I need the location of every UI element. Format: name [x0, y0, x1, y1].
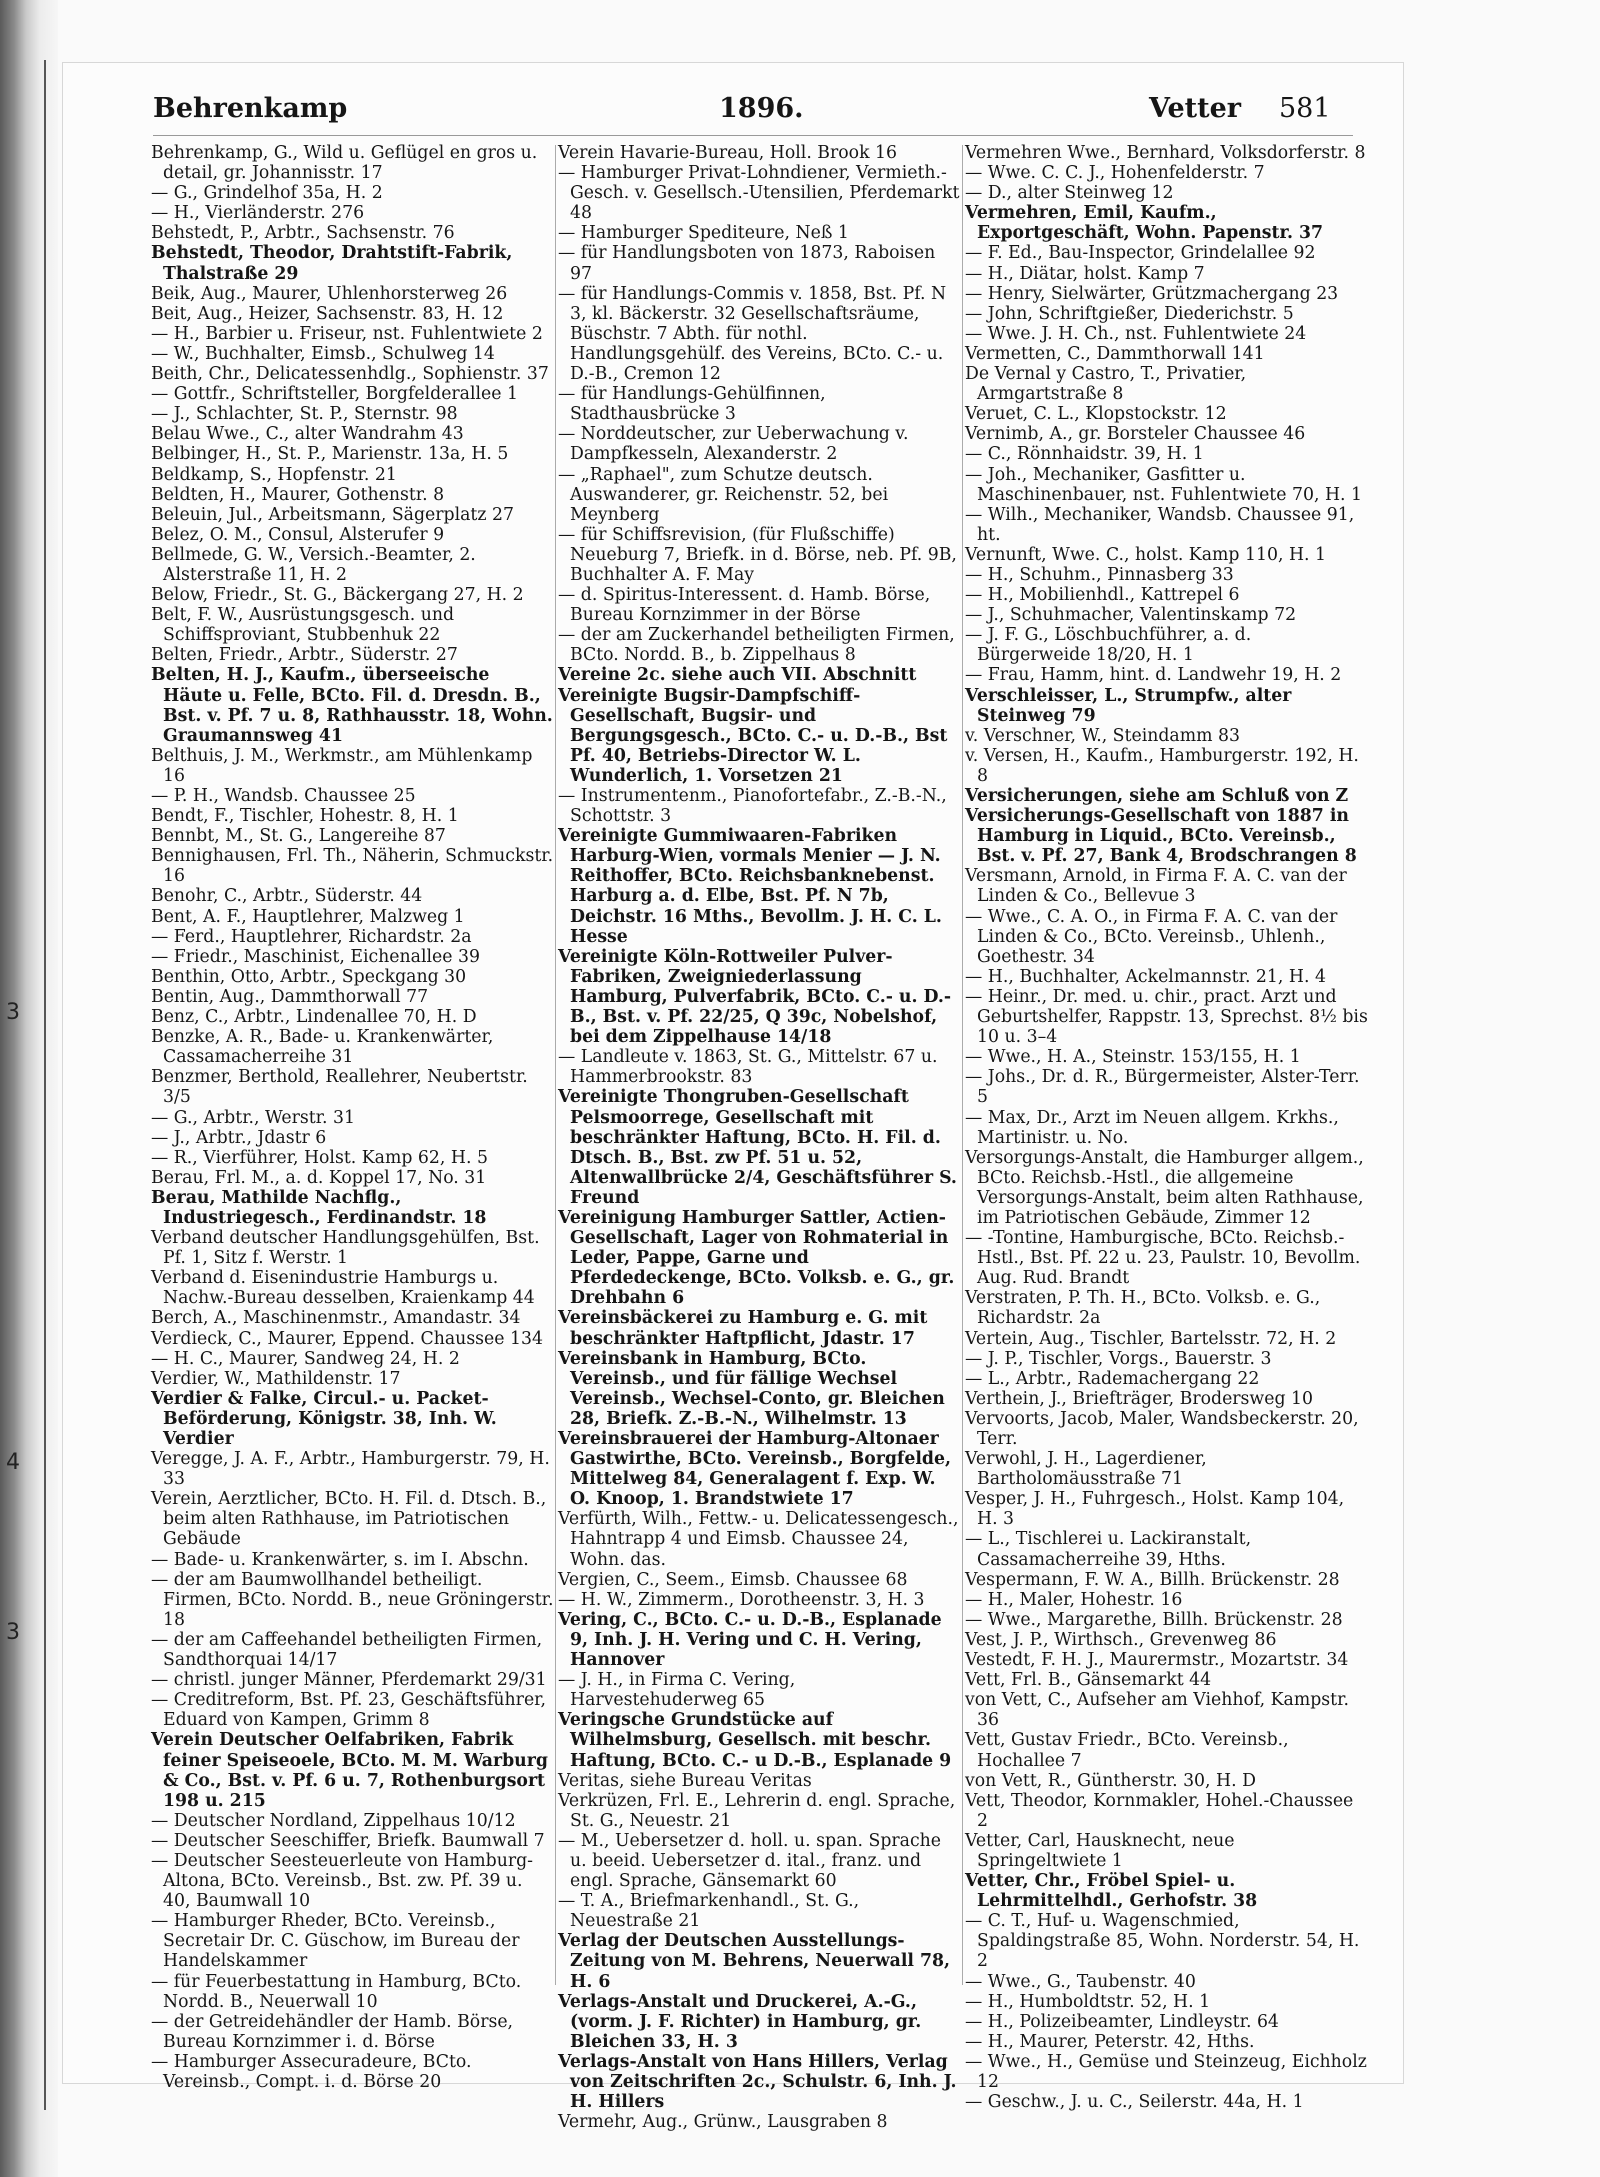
directory-entry: Behrenkamp, G., Wild u. Geflügel en gros u. detail, gr. Johannisstr. 17	[151, 143, 538, 184]
column-2	[558, 143, 961, 2133]
directory-entry: Belau Wwe., C., alter Wandrahm 43	[151, 424, 464, 445]
directory-entry: Verband d. Eisenindustrie Hamburgs u. Nachw.-Bureau desselben, Kraienkamp 44	[151, 1268, 535, 1309]
directory-entry: — für Schiffsrevision, (für Flußschiffe) Neueburg 7, Briefk. in d. Börse, neb. Pf. 9B, Buchhalter A. F. May	[558, 524, 957, 585]
directory-entry: Veritas, siehe Bureau Veritas	[558, 1770, 812, 1791]
directory-entry: — J. F. G., Löschbuchführer, a. d. Bürgerweide 18/20, H. 1	[965, 625, 1252, 666]
directory-entry: Vereinsbrauerei der Hamburg-Altonaer Gastwirthe, BCto. Vereinsb., Borgfelde, Mittelweg 84, Generalagent f. Exp. W. O. Knoop, 1. Brandstwiete 17	[558, 1429, 952, 1510]
directory-entry: Vereinigte Bugsir-Dampfschiff-Gesellschaft, Bugsir- und Bergungsgesch., BCto. C.- u. D.-B., Bst Pf. 40, Betriebs-Director W. L. Wunderlich, 1. Vorsetzen 21	[558, 685, 948, 786]
directory-entry: — Wwe., Margarethe, Billh. Brückenstr. 28	[965, 1609, 1343, 1630]
directory-entry: — H., Maler, Hohestr. 16	[965, 1589, 1183, 1610]
directory-entry: Vering, C., BCto. C.- u. D.-B., Esplanade 9, Inh. J. H. Vering und C. H. Vering, Hannover	[558, 1609, 942, 1671]
directory-entry: — der am Zuckerhandel betheiligten Firmen, BCto. Nordd. B., b. Zippelhaus 8	[558, 625, 955, 666]
directory-entry: — H., Diätar, holst. Kamp 7	[965, 263, 1205, 284]
directory-entry: — Deutscher Nordland, Zippelhaus 10/12	[151, 1810, 516, 1831]
directory-entry: Verkrüzen, Frl. E., Lehrerin d. engl. Sprache, St. G., Neuestr. 21	[558, 1790, 956, 1831]
directory-page	[62, 62, 1404, 2133]
directory-entry: — Friedr., Maschinist, Eichenallee 39	[151, 946, 480, 967]
year: 1896.	[719, 93, 804, 124]
directory-entry: — P. H., Wandsb. Chaussee 25	[151, 786, 416, 806]
directory-entry: — Hamburger Rheder, BCto. Vereinsb., Secretair Dr. C. Güschow, im Bureau der Handelskammer	[151, 1911, 520, 1972]
directory-entry: — Johs., Dr. d. R., Bürgermeister, Alster-Terr. 5	[965, 1067, 1360, 1108]
directory-entry: — für Handlungs-Commis v. 1858, Bst. Pf. N 3, kl. Bäckerstr. 32 Gesellschaftsräume, Büschstr. 7 Abth. für nothl. Handlungsgehülf. des Vereins, BCto. C.- u. D.-B., Cremon 12	[558, 283, 947, 385]
directory-entry: — Instrumentenm., Pianofortefabr., Z.-B.-N., Schottstr. 3	[558, 786, 947, 827]
directory-entry: Verschleisser, L., Strumpfw., alter Steinweg 79	[965, 685, 1292, 726]
directory-entry: — Wwe., H. A., Steinstr. 153/155, H. 1	[965, 1047, 1301, 1068]
directory-entry: De Vernal y Castro, T., Privatier, Armgartstraße 8	[965, 364, 1247, 405]
directory-entry: Verlags-Anstalt von Hans Hillers, Verlag von Zeitschriften 2c., Schulstr. 6, Inh. J. H. Hillers	[558, 2051, 957, 2113]
directory-entry: Bellmede, G. W., Versich.-Beamter, 2. Alsterstraße 11, H. 2	[151, 544, 476, 585]
directory-entry: Vett, Frl. B., Gänsemarkt 44	[965, 1670, 1212, 1691]
directory-entry: — Frau, Hamm, hint. d. Landwehr 19, H. 2	[965, 665, 1342, 686]
directory-entry: — H. W., Zimmerm., Dorotheenstr. 3, H. 3	[558, 1589, 925, 1610]
directory-entry: Belt, F. W., Ausrüstungsgesch. und Schiffsproviant, Stubbenhuk 22	[151, 605, 455, 646]
page-header	[139, 93, 1349, 133]
directory-entry: — Hamburger Spediteure, Neß 1	[558, 223, 849, 244]
directory-entry: Vermehren Wwe., Bernhard, Volksdorferstr. 8	[965, 143, 1366, 163]
margin-mark: 3	[6, 1000, 20, 1025]
directory-entry: — Wwe., H., Gemüse und Steinzeug, Eichholz 12	[965, 2051, 1367, 2092]
directory-entry: Verein, Aerztlicher, BCto. H. Fil. d. Dtsch. B., beim alten Rathhause, im Patriotischen Gebäude	[151, 1489, 547, 1550]
directory-entry: Vergien, C., Seem., Eimsb. Chaussee 68	[558, 1569, 908, 1590]
directory-entry: Vereinigte Köln-Rottweiler Pulver-Fabriken, Zweigniederlassung Hamburg, Pulverfabrik, BCto. C.- u. D.-B., Bst. v. Pf. 22/25, Q 39c, Nobelshof, bei dem Zippelhause 14/18	[558, 946, 952, 1048]
directory-entry: — H., Barbier u. Friseur, nst. Fuhlentwiete 2	[151, 323, 543, 344]
directory-entry: — H., Humboldtstr. 52, H. 1	[965, 1991, 1211, 2012]
directory-entry: — G., Grindelhof 35a, H. 2	[151, 183, 383, 204]
directory-entry: Verdieck, C., Maurer, Eppend. Chaussee 134	[151, 1328, 543, 1349]
directory-entry: — M., Uebersetzer d. holl. u. span. Sprache u. beeid. Uebersetzer d. ital., franz. und engl. Sprache, Gänsemarkt 60	[558, 1830, 942, 1892]
directory-entry: — Creditreform, Bst. Pf. 23, Geschäftsführer, Eduard von Kampen, Grimm 8	[151, 1690, 547, 1731]
directory-entry: Benthin, Otto, Arbtr., Speckgang 30	[151, 966, 467, 987]
directory-entry: Bennighausen, Frl. Th., Näherin, Schmuckstr. 16	[151, 846, 554, 887]
directory-entry: — C., Rönnhaidstr. 39, H. 1	[965, 444, 1204, 465]
directory-entry: — Norddeutscher, zur Ueberwachung v. Dampfkesseln, Alexanderstr. 2	[558, 424, 909, 465]
directory-entry: — H., Polizeibeamter, Lindleystr. 64	[965, 2011, 1279, 2032]
directory-entry: — Henry, Sielwärter, Grützmachergang 23	[965, 283, 1339, 304]
directory-entry: Verwohl, J. H., Lagerdiener, Bartholomäusstraße 71	[965, 1449, 1207, 1490]
directory-entry: Vetter, Carl, Hausknecht, neue Springeltwiete 1	[965, 1830, 1235, 1871]
directory-entry: Beleuin, Jul., Arbeitsmann, Sägerplatz 27	[151, 504, 514, 525]
directory-entry: Vertein, Aug., Tischler, Bartelsstr. 72, H. 2	[965, 1328, 1337, 1349]
directory-entry: — J., Schuhmacher, Valentinskamp 72	[965, 605, 1297, 626]
directory-entry: Below, Friedr., St. G., Bäckergang 27, H. 2	[151, 585, 524, 606]
directory-entry: Verein Havarie-Bureau, Holl. Brook 16	[558, 143, 898, 163]
directory-entry: — „Raphael", zum Schutze deutsch. Auswanderer, gr. Reichenstr. 52, bei Meynberg	[558, 464, 889, 525]
directory-entry: — Joh., Mechaniker, Gasfitter u. Maschinenbauer, nst. Fuhlentwiete 70, H. 1	[965, 464, 1363, 505]
directory-entry: — H., Buchhalter, Ackelmannstr. 21, H. 4	[965, 966, 1326, 987]
directory-entry: — H., Vierländerstr. 276	[151, 203, 365, 224]
directory-entry: — R., Vierführer, Holst. Kamp 62, H. 5	[151, 1147, 488, 1168]
margin-marks	[0, 0, 40, 2177]
directory-entry: — L., Arbtr., Rademachergang 22	[965, 1368, 1260, 1389]
directory-entry: Belten, H. J., Kaufm., überseeische Häute u. Felle, BCto. Fil. d. Dresdn. B., Bst. v. Pf. 7 u. 8, Rathhausstr. 18, Wohn. Graumannsweg 41	[151, 665, 553, 746]
directory-entry: — für Handlungsboten von 1873, Raboisen 97	[558, 243, 936, 284]
directory-entry: Verband deutscher Handlungsgehülfen, Bst. Pf. 1, Sitz f. Werstr. 1	[151, 1228, 540, 1269]
header-rule	[153, 135, 1353, 136]
directory-entry: Beith, Chr., Delicatessenhdlg., Sophienstr. 37	[151, 364, 549, 385]
directory-entry: — Deutscher Seesteuerleute von Hamburg-Altona, BCto. Vereinsb., Bst. zw. Pf. 39 u. 40, Baumwall 10	[151, 1850, 533, 1912]
directory-entry: — W., Buchhalter, Eimsb., Schulweg 14	[151, 343, 495, 364]
directory-entry: von Vett, R., Güntherstr. 30, H. D	[965, 1770, 1256, 1791]
directory-entry: — H. C., Maurer, Sandweg 24, H. 2	[151, 1348, 460, 1369]
directory-entry: — H., Mobilienhdl., Kattrepel 6	[965, 585, 1240, 606]
left-catchword: Behrenkamp	[153, 93, 348, 124]
directory-entry: Beldkamp, S., Hopfenstr. 21	[151, 464, 397, 485]
directory-entry: Berau, Mathilde Nachflg., Industriegesch., Ferdinandstr. 18	[151, 1187, 487, 1228]
directory-entry: Vervoorts, Jacob, Maler, Wandsbeckerstr. 20, Terr.	[965, 1408, 1359, 1449]
directory-entry: Verein Deutscher Oelfabriken, Fabrik feiner Speiseoele, BCto. M. M. Warburg & Co., Bst. v. Pf. 6 u. 7, Rothenburgsort 198 u. 215	[151, 1730, 548, 1811]
directory-entry: Vermetten, C., Dammthorwall 141	[965, 343, 1265, 364]
directory-entry: — der Getreidehändler der Hamb. Börse, Bureau Kornzimmer i. d. Börse	[151, 2011, 514, 2052]
directory-entry: Vernunft, Wwe. C., holst. Kamp 110, H. 1	[965, 544, 1326, 565]
directory-entry: Verlag der Deutschen Ausstellungs-Zeitung von M. Behrens, Neuerwall 78, H. 6	[558, 1931, 951, 1992]
directory-entry: Bennbt, M., St. G., Langereihe 87	[151, 826, 446, 847]
column-divider	[962, 145, 963, 1985]
directory-entry: Beldten, H., Maurer, Gothenstr. 8	[151, 484, 445, 505]
directory-entry: Vestedt, F. H. J., Maurermstr., Mozartstr. 34	[965, 1650, 1349, 1671]
directory-entry: Vereinsbank in Hamburg, BCto. Vereinsb., und für fällige Wechsel Vereinsb., Wechsel-Conto, gr. Bleichen 28, Briefk. Z.-B.-N., Wilhelmstr. 13	[558, 1348, 945, 1429]
directory-entry: — John, Schriftgießer, Diederichstr. 5	[965, 303, 1294, 324]
directory-entry: — H., Maurer, Peterstr. 42, Hths.	[965, 2031, 1255, 2052]
directory-entry: — Deutscher Seeschiffer, Briefk. Baumwall 7	[151, 1830, 545, 1851]
directory-entry: — F. Ed., Bau-Inspector, Grindelallee 92	[965, 243, 1316, 264]
directory-entry: Veringsche Grundstücke auf Wilhelmsburg, Gesellsch. mit beschr. Haftung, BCto. C.- u D.-B., Esplanade 9	[558, 1710, 952, 1771]
directory-entry: — G., Arbtr., Werstr. 31	[151, 1107, 356, 1128]
directory-entry: — Geschw., J. u. C., Seilerstr. 44a, H. 1	[965, 2092, 1304, 2113]
directory-entry: — d. Spiritus-Interessent. d. Hamb. Börse, Bureau Kornzimmer in der Börse	[558, 585, 931, 626]
directory-entry: Vespermann, F. W. A., Billh. Brückenstr. 28	[965, 1569, 1340, 1590]
directory-entry: — Heinr., Dr. med. u. chir., pract. Arzt und Geburtshelfer, Rappstr. 13, Sprechst. 8½ bis 10 u. 3–4	[965, 986, 1368, 1048]
directory-entry: Verthein, J., Briefträger, Brodersweg 10	[965, 1388, 1313, 1409]
directory-entry: Verfürth, Wilh., Fettw.- u. Delicatessengesch., Hahntrapp 4 und Eimsb. Chaussee 24, Wohn. das.	[558, 1509, 959, 1570]
directory-entry: Vereinigte Gummiwaaren-Fabriken Harburg-Wien, vormals Menier — J. N. Reithoffer, BCto. Reichsbanknebenst. Harburg a. d. Elbe, Bst. Pf. N 7b, Deichstr. 16 Mths., Bevollm. J. H. C. L. Hesse	[558, 826, 942, 947]
directory-entry: Belbinger, H., St. P., Marienstr. 13a, H. 5	[151, 444, 509, 465]
directory-entry: v. Verschner, W., Steindamm 83	[965, 725, 1240, 746]
directory-entry: — Hamburger Assecuradeure, BCto. Vereinsb., Compt. i. d. Börse 20	[151, 2051, 472, 2092]
directory-entry: — Wwe., C. A. O., in Firma F. A. C. van der Linden & Co., BCto. Vereinsb., Uhlenh., Goethestr. 34	[965, 906, 1338, 967]
directory-entry: Benzmer, Berthold, Reallehrer, Neubertstr. 3/5	[151, 1067, 528, 1108]
column-3	[965, 143, 1368, 2113]
directory-entry: — christl. junger Männer, Pferdemarkt 29/31	[151, 1670, 547, 1691]
directory-entry: — D., alter Steinweg 12	[965, 183, 1174, 204]
directory-entry: Behstedt, Theodor, Drahtstift-Fabrik, Thalstraße 29	[151, 243, 513, 284]
directory-entry: Versicherungen, siehe am Schluß von Z	[965, 786, 1349, 806]
directory-entry: — Hamburger Privat-Lohndiener, Vermieth.-Gesch. v. Gesellsch.-Utensilien, Pferdemarkt 48	[558, 163, 960, 224]
directory-entry: Vereinsbäckerei zu Hamburg e. G. mit beschränkter Haftpflicht, Jdastr. 17	[558, 1308, 928, 1349]
margin-mark: 4	[6, 1450, 20, 1475]
directory-entry: Verlags-Anstalt und Druckerei, A.-G., (vorm. J. F. Richter) in Hamburg, gr. Bleichen 33, H. 3	[558, 1991, 922, 2052]
directory-entry: — J. P., Tischler, Vorgs., Bauerstr. 3	[965, 1348, 1272, 1369]
directory-entry: Versmann, Arnold, in Firma F. A. C. van der Linden & Co., Bellevue 3	[965, 866, 1347, 907]
directory-entry: Vett, Gustav Friedr., BCto. Vereinsb., Hochallee 7	[965, 1730, 1289, 1771]
directory-entry: Vermehr, Aug., Grünw., Lausgraben 8	[558, 2112, 888, 2133]
directory-entry: Bendt, F., Tischler, Hohestr. 8, H. 1	[151, 806, 459, 827]
directory-entry: Belten, Friedr., Arbtr., Süderstr. 27	[151, 645, 458, 666]
directory-entry: — H., Schuhm., Pinnasberg 33	[965, 564, 1234, 585]
directory-entry: — Wwe. C. C. J., Hohenfelderstr. 7	[965, 163, 1265, 184]
directory-entry: — Wwe., G., Taubenstr. 40	[965, 1971, 1196, 1992]
directory-entry: — Wilh., Mechaniker, Wandsb. Chaussee 91, ht.	[965, 504, 1355, 545]
directory-entry: Verstraten, P. Th. H., BCto. Volksb. e. G., Richardstr. 2a	[965, 1288, 1321, 1329]
page-number: 581	[1279, 93, 1331, 124]
directory-entry: Belthuis, J. M., Werkmstr., am Mühlenkamp 16	[151, 745, 533, 786]
directory-entry: Vereine 2c. siehe auch VII. Abschnitt	[558, 665, 917, 686]
directory-entry: Beit, Aug., Heizer, Sachsenstr. 83, H. 12	[151, 303, 504, 324]
directory-entry: — J., Schlachter, St. P., Sternstr. 98	[151, 404, 458, 425]
directory-entry: Verdier, W., Mathildenstr. 17	[151, 1368, 401, 1389]
directory-entry: Bent, A. F., Hauptlehrer, Malzweg 1	[151, 906, 465, 927]
directory-entry: Behstedt, P., Arbtr., Sachsenstr. 76	[151, 223, 455, 244]
directory-entry: — der am Caffeehandel betheiligten Firmen, Sandthorquai 14/17	[151, 1629, 543, 1671]
directory-entry: — Landleute v. 1863, St. G., Mittelstr. 67 u. Hammerbrookstr. 83	[558, 1047, 938, 1088]
column-1	[151, 143, 554, 2092]
directory-entry: Benohr, C., Arbtr., Süderstr. 44	[151, 886, 423, 907]
directory-entry: Benzke, A. R., Bade- u. Krankenwärter, Cassamacherreihe 31	[151, 1027, 494, 1068]
directory-entry: — Wwe. J. H. Ch., nst. Fuhlentwiete 24	[965, 323, 1307, 344]
directory-entry: Vernimb, A., gr. Borsteler Chaussee 46	[965, 424, 1306, 445]
directory-entry: v. Versen, H., Kaufm., Hamburgerstr. 192, H. 8	[965, 745, 1359, 786]
directory-entry: Berch, A., Maschinenmstr., Amandastr. 34	[151, 1308, 521, 1329]
directory-entry: Veregge, J. A. F., Arbtr., Hamburgerstr. 79, H. 33	[151, 1449, 550, 1490]
directory-entry: — für Feuerbestattung in Hamburg, BCto. Nordd. B., Neuerwall 10	[151, 1971, 522, 2012]
directory-entry: Versicherungs-Gesellschaft von 1887 in Hamburg in Liquid., BCto. Vereinsb., Bst. v. Pf. 27, Bank 4, Brodschrangen 8	[965, 806, 1357, 867]
directory-entry: von Vett, C., Aufseher am Viehhof, Kampstr. 36	[965, 1690, 1349, 1731]
directory-entry: — -Tontine, Hamburgische, BCto. Reichsb.-Hstl., Bst. Pf. 22 u. 23, Paulstr. 10, Bevollm. Aug. Rud. Brandt	[965, 1228, 1361, 1289]
directory-entry: Vest, J. P., Wirthsch., Grevenweg 86	[965, 1629, 1277, 1650]
directory-entry: — C. T., Huf- u. Wagenschmied, Spaldingstraße 85, Wohn. Norderstr. 54, H. 2	[965, 1911, 1360, 1972]
directory-entry: Versorgungs-Anstalt, die Hamburger allgem., BCto. Reichsb.-Hstl., die allgemeine Versorgungs-Anstalt, beim alten Rathhause, im Patriotischen Gebäude, Zimmer 12	[965, 1147, 1364, 1228]
directory-entry: Vereinigung Hamburger Sattler, Actien-Gesellschaft, Lager von Rohmaterial in Leder, Pappe, Garne und Pferdedeckenge, BCto. Volksb. e. G., gr. Drehbahn 6	[558, 1207, 955, 1309]
directory-entry: — Gottfr., Schriftsteller, Borgfelderallee 1	[151, 384, 518, 405]
directory-entry: Berau, Frl. M., a. d. Koppel 17, No. 31	[151, 1167, 487, 1188]
directory-entry: — T. A., Briefmarkenhandl., St. G., Neuestraße 21	[558, 1891, 860, 1932]
directory-entry: — Ferd., Hauptlehrer, Richardstr. 2a	[151, 926, 472, 947]
directory-entry: — der am Baumwollhandel betheiligt. Firmen, BCto. Nordd. B., neue Gröningerstr. 18	[151, 1569, 554, 1630]
directory-entry: Vett, Theodor, Kornmakler, Hohel.-Chaussee 2	[965, 1790, 1354, 1831]
directory-entry: — Bade- u. Krankenwärter, s. im I. Abschn.	[151, 1549, 529, 1570]
directory-entry: Bentin, Aug., Dammthorwall 77	[151, 986, 429, 1007]
directory-entry: Vesper, J. H., Fuhrgesch., Holst. Kamp 104, H. 3	[965, 1489, 1345, 1530]
directory-entry: Vereinigte Thongruben-Gesellschaft Pelsmoorrege, Gesellschaft mit beschränkter Haftung, BCto. H. Fil. d. Dtsch. B., Bst. zw Pf. 51 u. 52, Altenwallbrücke 2/4, Geschäftsführer S. Freund	[558, 1087, 957, 1208]
directory-entry: — J. H., in Firma C. Vering, Harvestehuderweg 65	[558, 1670, 796, 1711]
column-divider	[555, 145, 556, 1985]
directory-entry: Vermehren, Emil, Kaufm., Exportgeschäft, Wohn. Papenstr. 37	[965, 203, 1324, 244]
right-catchword: Vetter	[1149, 93, 1241, 124]
directory-entry: — J., Arbtr., Jdastr 6	[151, 1127, 327, 1148]
spine-rule	[44, 60, 46, 2110]
directory-entry: Beik, Aug., Maurer, Uhlenhorsterweg 26	[151, 283, 508, 304]
directory-entry: — für Handlungs-Gehülfinnen, Stadthausbrücke 3	[558, 384, 826, 425]
directory-entry: Verdier & Falke, Circul.- u. Packet-Beförderung, Königstr. 38, Inh. W. Verdier	[151, 1388, 497, 1449]
directory-entry: — L., Tischlerei u. Lackiranstalt, Cassamacherreihe 39, Hths.	[965, 1529, 1252, 1570]
margin-mark: 3	[6, 1620, 20, 1645]
directory-entry: Vetter, Chr., Fröbel Spiel- u. Lehrmittelhdl., Gerhofstr. 38	[965, 1871, 1258, 1912]
directory-entry: — Max, Dr., Arzt im Neuen allgem. Krkhs., Martinistr. u. No.	[965, 1107, 1339, 1148]
directory-entry: Veruet, C. L., Klopstockstr. 12	[965, 404, 1227, 425]
directory-entry: Belez, O. M., Consul, Alsterufer 9	[151, 524, 445, 545]
directory-entry: Benz, C., Arbtr., Lindenallee 70, H. D	[151, 1007, 477, 1028]
